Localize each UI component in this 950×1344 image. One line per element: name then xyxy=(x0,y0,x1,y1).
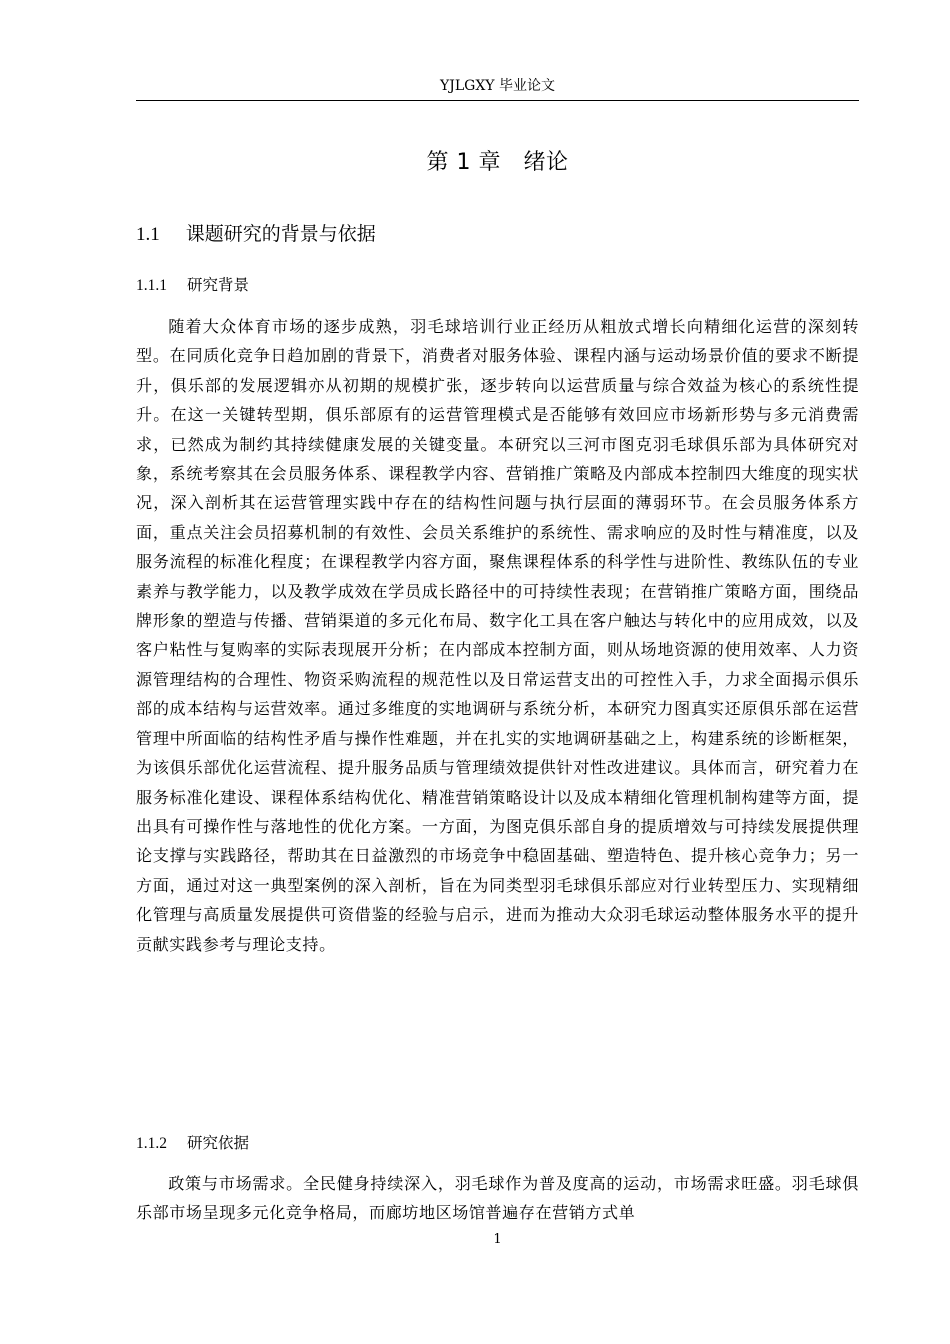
chapter-title: 第 1 章 绪论 xyxy=(426,150,569,175)
section-title: 课题研究的背景与依据 xyxy=(185,223,376,245)
running-header: YJLGXY 毕业论文 xyxy=(440,78,555,94)
subsection-heading-1-1-1 xyxy=(136,273,249,298)
section-heading-1-1 xyxy=(136,220,376,249)
body-paragraph-research-background: 随着大众体育市场的逐步成熟，羽毛球培训行业正经历从粗放式增长向精细化运营的深刻转型。在同质化竞争日趋加剧的背景下，消费者对服务体验、课程内涵与运动场景价值的要求不断提升，俱乐部的发展逻辑亦从初期的规模扩张，逐步转向以运营质量与综合效益为核心的系统性提升。在这一关键转型期，俱乐部原有的运营管理模式是否能够有效回应市场新形势与多元消费需求，已然成为制约其持续健康发展的关键变量。本研究以三河市图克羽毛球俱乐部为具体研究对象，系统考察其在会员服务体系、课程教学内容、营销推广策略及内部成本控制四大维度的现实状况，深入剖析其在运营管理实践中存在的结构性问题与执行层面的薄弱环节。在会员服务体系方面，重点关注会员招募机制的有效性、会员关系维护的系统性、需求响应的及时性与精准度，以及服务流程的标准化程度；在课程教学内容方面，聚焦课程体系的科学性与进阶性、教练队伍的专业素养与教学能力，以及教学成效在学员成长路径中的可持续性表现；在营销推广策略方面，围绕品牌形象的塑造与传播、营销渠道的多元化布局、数字化工具在客户触达与转化中的应用成效，以及客户粘性与复购率的实际表现展开分析；在内部成本控制方面，则从场地资源的使用效率、人力资源管理结构的合理性、物资采购流程的规范性以及日常运营支出的可控性入手，力求全面揭示俱乐部的成本结构与运营效率。通过多维度的实地调研与系统分析，本研究力图真实还原俱乐部在运营管理中所面临的结构性矛盾与操作性难题，并在扎实的实地调研基础之上，构建系统的诊断框架，为该俱乐部优化运营流程、提升服务品质与管理绩效提供针对性改进建议。具体而言，研究着力在服务标准化建设、课程体系结构优化、精准营销策略设计以及成本精细化管理机制构建等方面，提出具有可操作性与落地性的优化方案。一方面，为图克俱乐部自身的提质增效与可持续发展提供理论支撑与实践路径，帮助其在日益激烈的市场竞争中稳固基础、塑造特色、提升核心竞争力；另一方面，通过对这一典型案例的深入剖析，旨在为同类型羽毛球俱乐部应对行业转型压力、实现精细化管理与高质量发展提供可资借鉴的经验与启示，进而为推动大众羽毛球运动整体服务水平的提升贡献实践参考与理论支持。 xyxy=(136,317,859,954)
section-number: 1.1 xyxy=(136,224,160,245)
subsection-heading-1-1-2 xyxy=(136,1131,249,1156)
body-paragraph-research-basis: 政策与市场需求。全民健身持续深入，羽毛球作为普及度高的运动，市场需求旺盛。羽毛球俱乐部市场呈现多元化竞争格局，而廊坊地区场馆普遍存在营销方式单 xyxy=(136,1174,859,1223)
subsection-title: 研究依据 xyxy=(187,1134,250,1152)
subsection-number: 1.1.1 xyxy=(136,277,167,294)
page-number: 1 xyxy=(493,1232,502,1247)
subsection-title: 研究背景 xyxy=(187,276,250,294)
subsection-number: 1.1.2 xyxy=(136,1135,167,1152)
header-divider xyxy=(136,100,859,101)
